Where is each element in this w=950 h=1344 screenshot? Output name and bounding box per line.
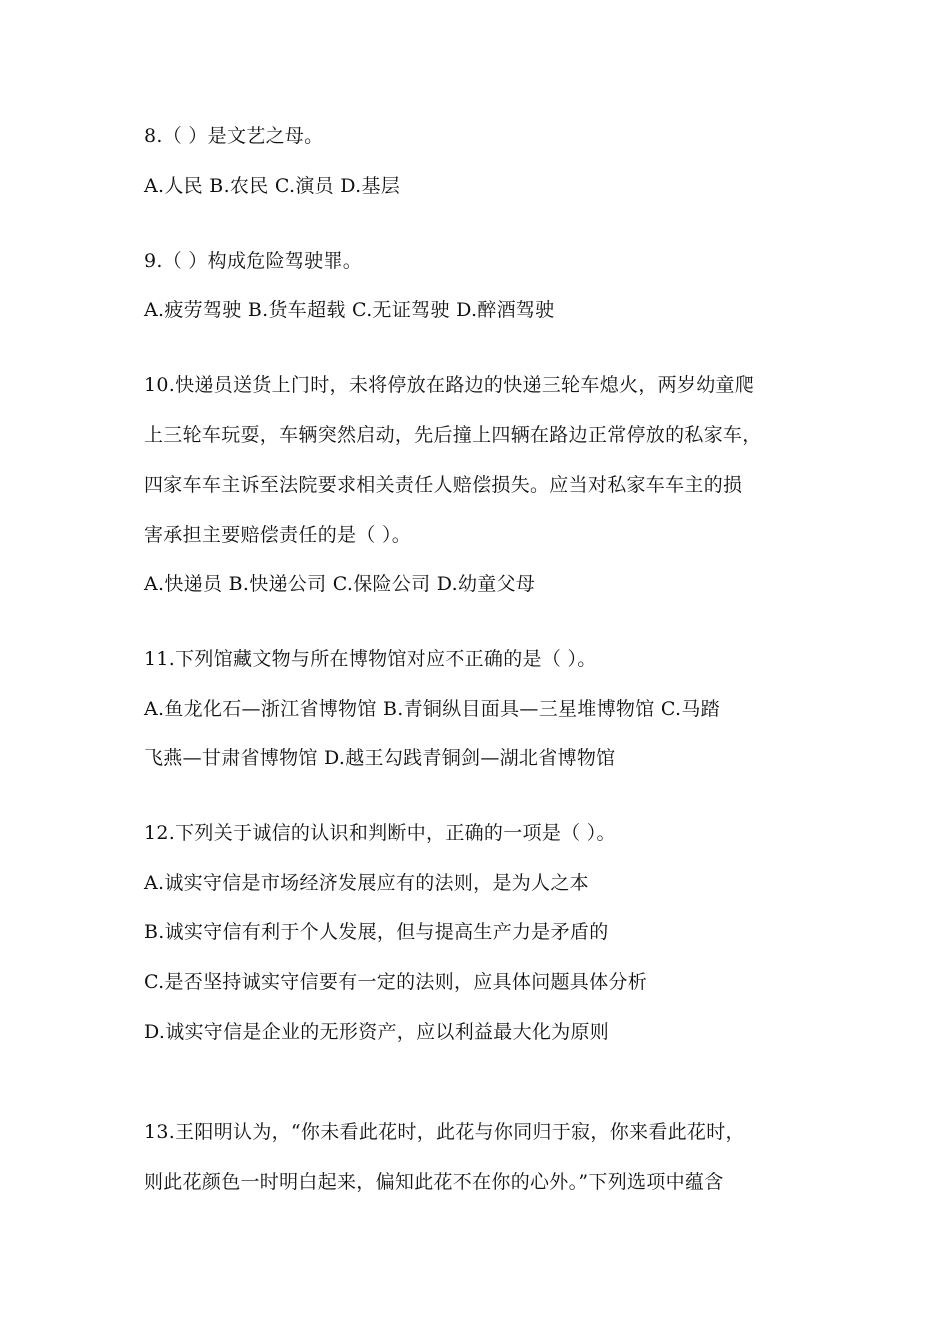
question-10-stem-line-1: 10.快递员送货上门时，未将停放在路边的快递三轮车熄火，两岁幼童爬: [144, 374, 755, 396]
question-12-option-d: D.诚实守信是企业的无形资产，应以利益最大化为原则: [144, 1021, 610, 1043]
question-8-options: A.人民 B.农民 C.演员 D.基层: [144, 175, 401, 197]
question-10-options: A.快递员 B.快递公司 C.保险公司 D.幼童父母: [144, 573, 536, 595]
question-13-stem-line-1: 13.王阳明认为，“你未看此花时，此花与你同归于寂，你来看此花时，: [144, 1121, 745, 1143]
question-10-stem-line-4: 害承担主要赔偿责任的是（ ）。: [144, 524, 412, 546]
question-13-stem-line-2: 则此花颜色一时明白起来，偏知此花不在你的心外。”下列选项中蕴含: [144, 1171, 724, 1193]
question-11-options-line-1: A.鱼龙化石—浙江省博物馆 B.青铜纵目面具—三星堆博物馆 C.马踏: [144, 698, 720, 720]
question-12-option-a: A.诚实守信是市场经济发展应有的法则，是为人之本: [144, 872, 589, 894]
question-10-stem-line-3: 四家车车主诉至法院要求相关责任人赔偿损失。应当对私家车车主的损: [144, 474, 743, 496]
question-9-stem: 9.（ ）构成危险驾驶罪。: [144, 250, 363, 272]
question-12-option-c: C.是否坚持诚实守信要有一定的法则，应具体问题具体分析: [144, 971, 648, 993]
question-11-stem: 11.下列馆藏文物与所在博物馆对应不正确的是（ ）。: [144, 648, 597, 670]
question-8-stem: 8.（ ）是文艺之母。: [144, 125, 324, 147]
question-11-options-line-2: 飞燕—甘肃省博物馆 D.越王勾践青铜剑—湖北省博物馆: [144, 747, 616, 769]
question-12-option-b: B.诚实守信有利于个人发展，但与提高生产力是矛盾的: [144, 921, 609, 943]
question-9-options: A.疲劳驾驶 B.货车超载 C.无证驾驶 D.醉酒驾驶: [144, 299, 555, 321]
question-10-stem-line-2: 上三轮车玩耍，车辆突然启动，先后撞上四辆在路边正常停放的私家车，: [144, 424, 762, 446]
question-12-stem: 12.下列关于诚信的认识和判断中，正确的一项是（ ）。: [144, 822, 616, 844]
